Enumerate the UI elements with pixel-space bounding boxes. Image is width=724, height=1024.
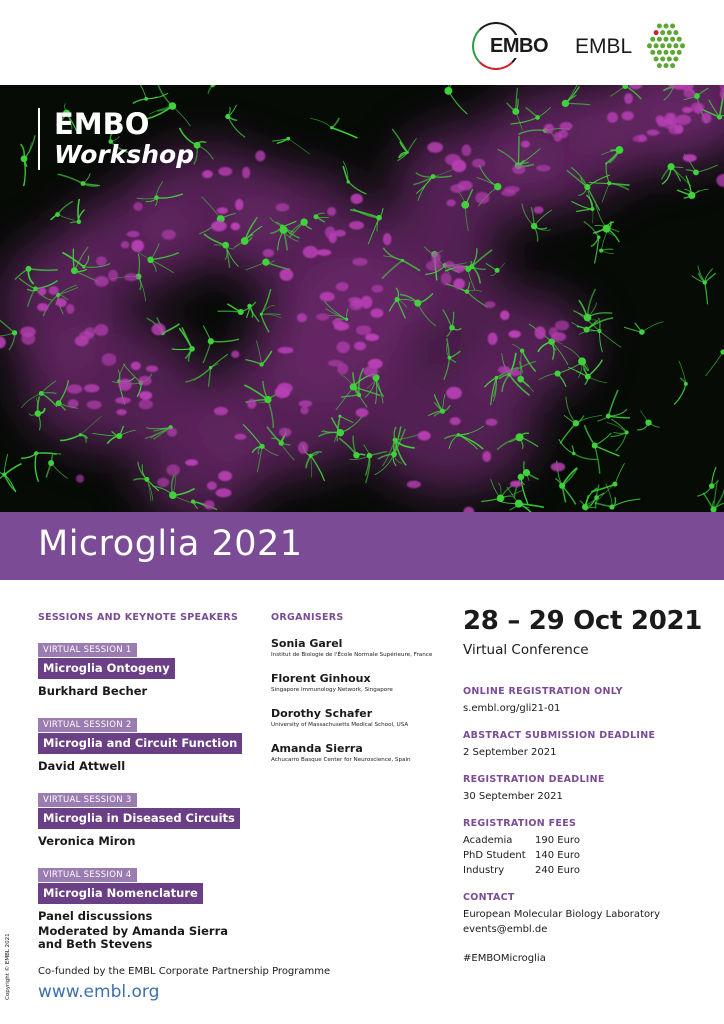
nucleus xyxy=(146,365,158,372)
nucleus xyxy=(303,246,318,258)
fee-row xyxy=(463,833,713,848)
microglia-cell xyxy=(21,451,61,481)
hex-dot xyxy=(677,50,682,55)
nucleus xyxy=(683,154,697,162)
hex-dot xyxy=(660,57,665,62)
session-moderator-2: and Beth Stevens xyxy=(38,937,153,951)
nucleus xyxy=(102,353,117,366)
nucleus xyxy=(446,387,462,399)
nucleus xyxy=(216,488,232,497)
nucleus xyxy=(365,334,379,342)
hex-dot xyxy=(667,43,672,48)
registration-block xyxy=(463,686,713,716)
hex-dot xyxy=(664,63,669,68)
session-2 xyxy=(38,712,263,773)
nucleus xyxy=(49,286,59,295)
nucleus xyxy=(482,451,491,462)
session-moderator: Moderated by Amanda Sierra xyxy=(38,924,229,938)
abstract-deadline: 2 September 2021 xyxy=(463,747,557,758)
deadline-block xyxy=(463,774,713,804)
microglia-cell xyxy=(584,221,601,263)
organisers-column xyxy=(271,612,456,777)
contact-email[interactable]: events@embl.de xyxy=(463,924,548,935)
nucleus xyxy=(317,249,332,255)
microglia-cell xyxy=(607,419,629,451)
organiser-institution: Singapore Immunology Network, Singapore xyxy=(271,687,393,693)
nucleus xyxy=(116,409,127,415)
microglia-cell xyxy=(677,176,709,199)
nucleus xyxy=(337,363,348,374)
nucleus xyxy=(356,325,371,335)
nucleus xyxy=(202,170,213,178)
nucleus xyxy=(138,376,151,386)
nucleus xyxy=(278,347,294,354)
hex-dot xyxy=(657,63,662,68)
contact-heading: CONTACT xyxy=(463,892,515,903)
nucleus xyxy=(647,129,660,135)
nucleus xyxy=(446,199,455,206)
nucleus xyxy=(166,464,179,475)
organiser-name: Amanda Sierra xyxy=(271,742,363,755)
abstract-block xyxy=(463,730,713,760)
microglia-cell xyxy=(497,487,544,512)
organiser xyxy=(271,742,456,765)
hex-dot xyxy=(664,50,669,55)
nucleus xyxy=(133,202,142,211)
nucleus xyxy=(76,474,84,482)
hex-dot xyxy=(670,24,675,29)
microglia-cell xyxy=(310,118,357,138)
nucleus xyxy=(263,249,274,257)
session-1 xyxy=(38,637,263,698)
nucleus xyxy=(87,400,102,409)
session-tag: VIRTUAL SESSION 1 xyxy=(38,643,137,657)
nucleus xyxy=(509,369,521,376)
nucleus xyxy=(453,278,465,289)
nucleus xyxy=(185,459,198,466)
nucleus xyxy=(127,231,140,237)
nucleus xyxy=(276,203,290,211)
deadline-heading: REGISTRATION DEADLINE xyxy=(463,774,605,785)
microglia-cell xyxy=(444,85,467,114)
session-title: Microglia in Diseased Circuits xyxy=(38,808,240,829)
hexagon-dot-cluster-icon xyxy=(641,22,691,70)
nucleus xyxy=(38,287,47,295)
nucleus xyxy=(211,221,226,232)
nucleus xyxy=(560,122,573,130)
nucleus xyxy=(349,221,364,230)
microglia-cell xyxy=(597,390,629,421)
hex-dot xyxy=(667,30,672,35)
nucleus xyxy=(121,241,129,248)
nucleus xyxy=(716,174,724,187)
microglia-cell xyxy=(272,137,310,154)
organiser-institution: University of Massachusetts Medical School, USA xyxy=(271,722,409,728)
brand-line-1: EMBO xyxy=(54,107,150,141)
nucleus xyxy=(124,273,138,281)
hex-dot xyxy=(664,37,669,42)
abstract-heading: ABSTRACT SUBMISSION DEADLINE xyxy=(463,730,656,741)
nucleus xyxy=(500,310,509,320)
hex-dot xyxy=(670,37,675,42)
hex-dot xyxy=(667,57,672,62)
session-speaker: Veronica Miron xyxy=(38,834,136,848)
nucleus xyxy=(536,165,550,171)
hex-dot xyxy=(657,37,662,42)
fee-row xyxy=(463,848,713,863)
nucleus xyxy=(427,142,443,153)
organiser-name: Florent Ginhoux xyxy=(271,672,371,685)
nucleus xyxy=(488,333,498,346)
microglia-cell xyxy=(46,454,68,478)
nucleus xyxy=(242,167,250,179)
nucleus xyxy=(702,113,712,124)
nucleus xyxy=(320,292,335,302)
embo-logo-text: EMBO xyxy=(490,35,548,57)
nucleus xyxy=(485,301,496,308)
fees-table xyxy=(463,833,713,878)
nucleus xyxy=(512,165,525,175)
nucleus xyxy=(549,327,558,337)
organiser-institution: Achucarro Basque Center for Neuroscience, Spain xyxy=(271,757,411,763)
nucleus xyxy=(352,258,367,266)
nucleus xyxy=(231,351,239,358)
event-date: 28 – 29 Oct 2021 xyxy=(463,606,703,636)
fee-category: Academia xyxy=(463,835,513,846)
session-speaker: David Attwell xyxy=(38,759,126,773)
hex-dot xyxy=(657,24,662,29)
nucleus xyxy=(337,341,350,353)
hex-dot xyxy=(650,37,655,42)
nucleus xyxy=(510,481,522,487)
nucleus xyxy=(372,285,384,293)
nucleus xyxy=(207,481,217,490)
nucleus xyxy=(535,326,546,339)
hex-dot xyxy=(673,30,678,35)
nucleus xyxy=(108,270,118,282)
hex-dot xyxy=(673,43,678,48)
nucleus xyxy=(300,407,308,415)
nucleus xyxy=(277,383,292,394)
nucleus xyxy=(235,199,243,210)
microglia-cell xyxy=(208,85,238,94)
nucleus xyxy=(354,342,366,351)
microglia-cell xyxy=(20,135,35,186)
embl-logo-text: EMBL xyxy=(575,35,633,58)
nucleus xyxy=(157,478,169,488)
nucleus xyxy=(231,222,240,230)
nucleus xyxy=(485,419,497,426)
microglia-cell xyxy=(247,304,260,322)
nucleus xyxy=(316,313,329,320)
nucleus xyxy=(444,261,455,268)
nucleus xyxy=(37,303,48,311)
organiser-name: Dorothy Schafer xyxy=(271,707,373,720)
nucleus xyxy=(139,391,152,400)
website-link[interactable]: www.embl.org xyxy=(38,982,160,1002)
nucleus xyxy=(131,362,141,371)
nucleus xyxy=(0,336,6,348)
nucleus xyxy=(475,192,489,204)
brand-line-2: Workshop xyxy=(54,140,195,169)
nucleus xyxy=(349,300,362,310)
nucleus xyxy=(356,408,369,417)
nucleus xyxy=(498,366,511,373)
session-tag: VIRTUAL SESSION 3 xyxy=(38,793,137,807)
fees-block xyxy=(463,818,713,878)
microglia-cell xyxy=(624,322,663,335)
microglia-cell xyxy=(58,173,100,186)
nucleus xyxy=(555,320,569,330)
microglia-cell xyxy=(523,461,539,480)
session-speaker: Panel discussions xyxy=(38,909,153,923)
nucleus xyxy=(558,129,568,138)
nucleus xyxy=(298,442,308,454)
nucleus xyxy=(462,144,472,156)
nucleus xyxy=(450,417,461,425)
nucleus xyxy=(115,397,131,404)
hex-dot xyxy=(670,50,675,55)
embo-workshop-brand xyxy=(38,108,194,170)
nucleus xyxy=(472,159,485,168)
hex-dot xyxy=(670,63,675,68)
nucleus xyxy=(20,327,36,337)
nucleus xyxy=(75,336,89,347)
nucleus xyxy=(441,272,452,285)
nucleus xyxy=(334,322,349,331)
session-tag: VIRTUAL SESSION 4 xyxy=(38,868,137,882)
nucleus xyxy=(94,276,108,287)
session-tag: VIRTUAL SESSION 2 xyxy=(38,718,137,732)
microglia-cell xyxy=(225,105,245,138)
nucleus xyxy=(299,400,313,407)
nucleus xyxy=(255,151,265,162)
cofunded-note: Co-funded by the EMBL Corporate Partnership Programme xyxy=(38,966,331,977)
nucleus xyxy=(521,141,530,148)
nucleus xyxy=(674,125,683,134)
organiser xyxy=(271,672,456,695)
nucleus xyxy=(68,399,79,408)
nucleus xyxy=(204,500,215,509)
nucleus xyxy=(327,207,336,216)
microglia-cell xyxy=(50,201,74,220)
nucleus xyxy=(84,384,99,392)
nucleus xyxy=(280,269,294,281)
nucleus xyxy=(279,428,291,437)
hex-dot xyxy=(647,43,652,48)
fees-heading: REGISTRATION FEES xyxy=(463,818,577,829)
organiser-name: Sonia Garel xyxy=(271,637,343,650)
sessions-column xyxy=(38,612,263,965)
sessions-heading: SESSIONS AND KEYNOTE SPEAKERS xyxy=(38,612,239,623)
event-venue: Virtual Conference xyxy=(463,642,589,658)
hex-dot xyxy=(677,37,682,42)
microglia-cell xyxy=(560,397,602,444)
microglia-cell xyxy=(706,349,724,376)
organiser xyxy=(271,637,456,660)
contact-organisation: European Molecular Biology Laboratory xyxy=(463,909,661,920)
nucleus xyxy=(624,93,633,104)
nucleus xyxy=(501,189,516,196)
hex-dot xyxy=(664,24,669,29)
nucleus xyxy=(363,366,378,377)
nucleus xyxy=(383,233,392,245)
nucleus xyxy=(638,134,646,141)
session-4 xyxy=(38,862,263,951)
session-speaker: Burkhard Becher xyxy=(38,684,148,698)
hashtag[interactable]: #EMBOMicroglia xyxy=(463,953,546,964)
nucleus xyxy=(214,407,228,416)
microglia-cell xyxy=(637,410,660,430)
nucleus xyxy=(234,434,246,440)
session-title: Microglia Nomenclature xyxy=(38,883,203,904)
nucleus xyxy=(139,399,153,409)
nucleus xyxy=(407,481,421,488)
registration-link[interactable]: s.embl.org/gli21-01 xyxy=(463,703,561,714)
page-title: Microglia 2021 xyxy=(38,524,303,564)
nucleus xyxy=(418,431,431,441)
nucleus xyxy=(370,308,383,317)
embo-logo[interactable] xyxy=(472,22,562,70)
microglia-cell xyxy=(0,454,22,492)
nucleus xyxy=(325,226,336,238)
nucleus xyxy=(67,384,83,394)
fee-amount: 140 Euro xyxy=(535,850,580,861)
title-bar xyxy=(0,512,724,580)
microglia-cell xyxy=(559,439,597,459)
nucleus xyxy=(167,428,177,437)
nucleus xyxy=(151,323,165,335)
nucleus xyxy=(452,160,467,172)
nucleus xyxy=(453,264,464,272)
nucleus xyxy=(676,115,691,125)
nucleus xyxy=(162,230,176,240)
nucleus xyxy=(336,282,349,291)
nucleus xyxy=(551,462,566,471)
session-title: Microglia and Circuit Function xyxy=(38,733,242,754)
registration-heading: ONLINE REGISTRATION ONLY xyxy=(463,686,623,697)
nucleus xyxy=(508,330,520,338)
session-3 xyxy=(38,787,263,848)
nucleus xyxy=(544,124,554,134)
hex-dot xyxy=(654,43,659,48)
nucleus xyxy=(351,194,363,204)
nucleus xyxy=(533,206,543,213)
copyright: Copyright © EMBL 2021 xyxy=(5,933,11,1000)
nucleus xyxy=(94,324,108,336)
header xyxy=(0,0,724,85)
hex-dot xyxy=(654,57,659,62)
nucleus xyxy=(217,207,228,214)
embl-logo[interactable] xyxy=(575,22,695,70)
hex-dot xyxy=(654,30,659,35)
microglia-cell xyxy=(674,361,688,405)
nucleus xyxy=(96,256,107,266)
nucleus xyxy=(458,181,473,191)
fee-category: PhD Student xyxy=(463,850,526,861)
contact-block xyxy=(463,892,713,937)
nucleus xyxy=(66,304,74,314)
hex-dot xyxy=(680,43,685,48)
nucleus xyxy=(334,230,345,237)
organisers-heading: ORGANISERS xyxy=(271,612,344,623)
fee-amount: 190 Euro xyxy=(535,835,580,846)
hex-dot xyxy=(650,50,655,55)
nucleus xyxy=(131,240,144,252)
nucleus xyxy=(431,252,440,263)
hex-dot xyxy=(660,30,665,35)
registration-deadline: 30 September 2021 xyxy=(463,791,563,802)
nucleus xyxy=(690,102,704,112)
organiser xyxy=(271,707,456,730)
nucleus xyxy=(622,111,634,120)
hex-dot xyxy=(673,57,678,62)
nucleus xyxy=(247,399,256,409)
microglia-cell xyxy=(692,266,716,305)
organiser-institution: Institut de Biologie de l'École Normale Supérieure, France xyxy=(271,652,433,658)
fee-amount: 240 Euro xyxy=(535,865,580,876)
fee-category: Industry xyxy=(463,865,505,876)
nucleus xyxy=(218,471,232,481)
nucleus xyxy=(56,298,67,307)
nucleus xyxy=(607,112,618,123)
session-title: Microglia Ontogeny xyxy=(38,658,175,679)
hex-dot xyxy=(660,43,665,48)
hex-dot xyxy=(657,50,662,55)
nucleus xyxy=(218,167,232,176)
microglia-cell xyxy=(514,474,528,504)
fee-row xyxy=(463,863,713,878)
nucleus xyxy=(297,313,307,322)
nucleus xyxy=(118,379,131,391)
event-info-column xyxy=(463,606,713,964)
